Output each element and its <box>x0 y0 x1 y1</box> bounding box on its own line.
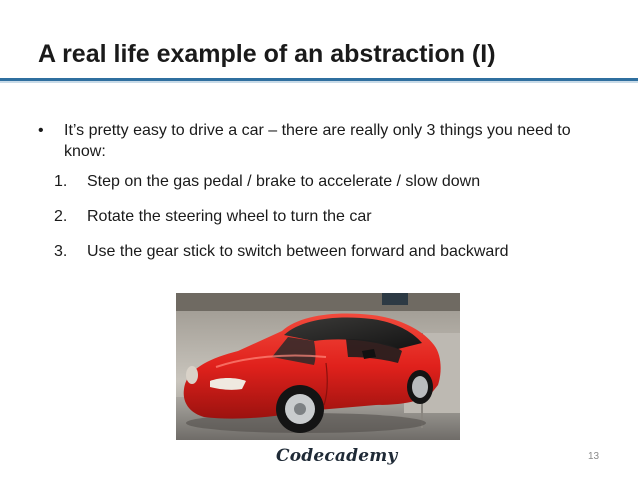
list-item <box>54 207 614 242</box>
bullet-text: It’s pretty easy to drive a car – there are really only 3 things you need to know: <box>64 122 571 160</box>
slide-title: A real life example of an abstraction (I) <box>38 40 496 68</box>
list-item <box>54 242 614 277</box>
car-photo <box>176 293 460 440</box>
list-text: Use the gear stick to switch between forward and backward <box>87 243 509 260</box>
list-text: Step on the gas pedal / brake to accelerate / slow down <box>87 173 481 190</box>
page-number: 13 <box>588 451 600 462</box>
list-number: 3. <box>54 243 68 260</box>
bullet-point <box>38 120 598 162</box>
bullet-symbol: • <box>38 122 44 139</box>
list-number: 1. <box>54 173 68 190</box>
list-item <box>54 172 614 207</box>
list-text: Rotate the steering wheel to turn the car <box>87 208 372 225</box>
title-divider-shadow <box>0 81 638 83</box>
numbered-list <box>54 172 614 277</box>
codecademy-logo: Codecademy <box>276 446 398 466</box>
list-number: 2. <box>54 208 68 225</box>
